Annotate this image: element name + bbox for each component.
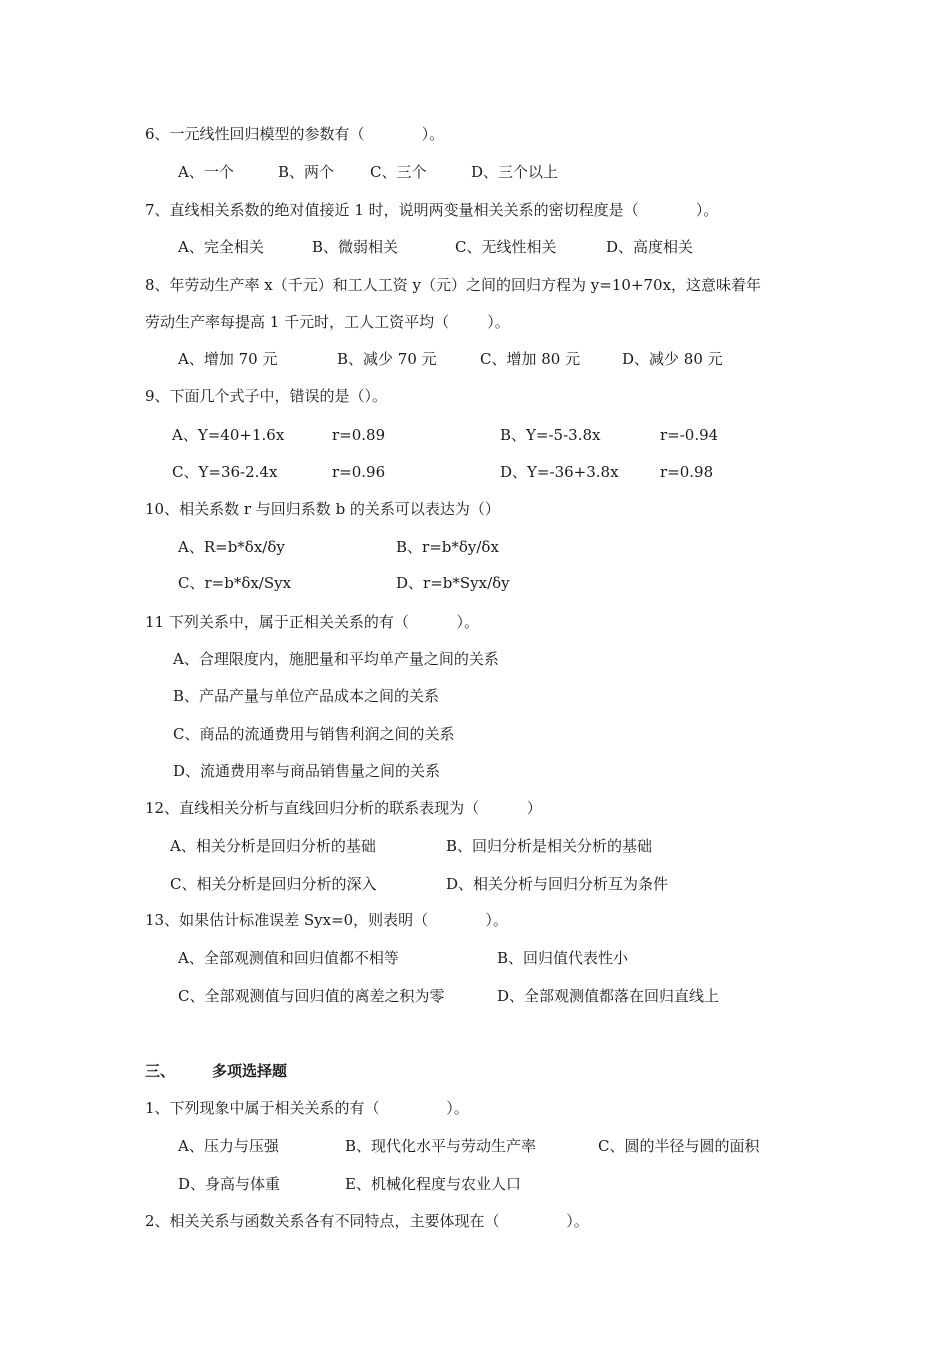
question-9-option-c-r: r=0.96 bbox=[332, 463, 386, 481]
question-12-option-d: D、相关分析与回归分析互为条件 bbox=[446, 875, 669, 893]
question-8-option-b: B、减少 70 元 bbox=[337, 350, 437, 368]
question-7-option-a: A、完全相关 bbox=[178, 238, 264, 256]
question-12-option-b: B、回归分析是相关分析的基础 bbox=[446, 837, 653, 855]
question-9-option-b-r: r=-0.94 bbox=[660, 426, 719, 444]
question-11-option-d: D、流通费用率与商品销售量之间的关系 bbox=[173, 762, 441, 780]
question-7-option-d: D、高度相关 bbox=[606, 238, 694, 256]
question-9-option-d-r: r=0.98 bbox=[660, 463, 714, 481]
question-9-option-c: C、Y=36-2.4x bbox=[172, 463, 278, 481]
question-8-option-c: C、增加 80 元 bbox=[480, 350, 581, 368]
multi-question-1-option-e: E、机械化程度与农业人口 bbox=[345, 1175, 521, 1193]
question-9-stem: 9、下面几个式子中，错误的是（）。 bbox=[145, 387, 388, 405]
question-8-option-d: D、减少 80 元 bbox=[622, 350, 723, 368]
question-9-option-a: A、Y=40+1.6x bbox=[172, 426, 285, 444]
question-7-option-c: C、无线性相关 bbox=[455, 238, 557, 256]
question-10-stem: 10、相关系数 r 与回归系数 b 的关系可以表达为（） bbox=[145, 500, 500, 518]
multi-question-1-option-b: B、现代化水平与劳动生产率 bbox=[345, 1137, 537, 1155]
question-12-option-a: A、相关分析是回归分析的基础 bbox=[170, 837, 376, 855]
question-10-option-d: D、r=b*Syx/δy bbox=[396, 574, 510, 592]
question-8-stem-line2: 劳动生产率每提高 1 千元时，工人工资平均（ ）。 bbox=[145, 313, 510, 331]
section-3-title: 多项选择题 bbox=[212, 1062, 288, 1080]
question-7-stem: 7、直线相关系数的绝对值接近 1 时，说明两变量相关关系的密切程度是（ ）。 bbox=[145, 201, 719, 219]
question-9-option-b: B、Y=-5-3.8x bbox=[500, 426, 601, 444]
question-13-option-b: B、回归值代表性小 bbox=[497, 949, 629, 967]
question-11-stem: 11 下列关系中，属于正相关关系的有（ ）。 bbox=[145, 613, 480, 631]
question-10-option-b: B、r=b*δy/δx bbox=[396, 538, 499, 556]
question-6-option-c: C、三个 bbox=[370, 163, 427, 181]
question-13-option-a: A、全部观测值和回归值都不相等 bbox=[178, 949, 399, 967]
question-11-option-a: A、合理限度内，施肥量和平均单产量之间的关系 bbox=[173, 650, 499, 668]
multi-question-1-stem: 1、下列现象中属于相关关系的有（ ）。 bbox=[145, 1099, 469, 1117]
multi-question-1-option-c: C、圆的半径与圆的面积 bbox=[598, 1137, 760, 1155]
question-6-option-a: A、一个 bbox=[178, 163, 234, 181]
question-13-option-d: D、全部观测值都落在回归直线上 bbox=[497, 987, 720, 1005]
question-6-stem: 6、一元线性回归模型的参数有（ ）。 bbox=[145, 125, 445, 143]
question-13-option-c: C、全部观测值与回归值的离差之积为零 bbox=[178, 987, 445, 1005]
question-6-option-b: B、两个 bbox=[278, 163, 335, 181]
question-6-option-d: D、三个以上 bbox=[471, 163, 559, 181]
question-9-option-d: D、Y=-36+3.8x bbox=[500, 463, 619, 481]
question-11-option-c: C、商品的流通费用与销售利润之间的关系 bbox=[173, 725, 455, 743]
multi-question-1-option-a: A、压力与压强 bbox=[178, 1137, 279, 1155]
question-12-stem: 12、直线相关分析与直线回归分析的联系表现为（ ） bbox=[145, 799, 542, 817]
question-9-option-a-r: r=0.89 bbox=[332, 426, 386, 444]
question-7-option-b: B、微弱相关 bbox=[312, 238, 399, 256]
question-8-option-a: A、增加 70 元 bbox=[178, 350, 278, 368]
question-10-option-c: C、r=b*δx/Syx bbox=[178, 574, 292, 592]
section-3-number: 三、 bbox=[145, 1062, 176, 1080]
multi-question-2-stem: 2、相关关系与函数关系各有不同特点，主要体现在（ ）。 bbox=[145, 1212, 589, 1230]
question-12-option-c: C、相关分析是回归分析的深入 bbox=[170, 875, 377, 893]
question-8-stem-line1: 8、年劳动生产率 x（千元）和工人工资 y（元）之间的回归方程为 y=10+70x，这意味着年 bbox=[145, 276, 762, 294]
question-13-stem: 13、如果估计标准误差 Syx=0，则表明（ ）。 bbox=[145, 911, 508, 929]
question-10-option-a: A、R=b*δx/δy bbox=[178, 538, 285, 556]
question-11-option-b: B、产品产量与单位产品成本之间的关系 bbox=[173, 687, 440, 705]
multi-question-1-option-d: D、身高与体重 bbox=[178, 1175, 281, 1193]
